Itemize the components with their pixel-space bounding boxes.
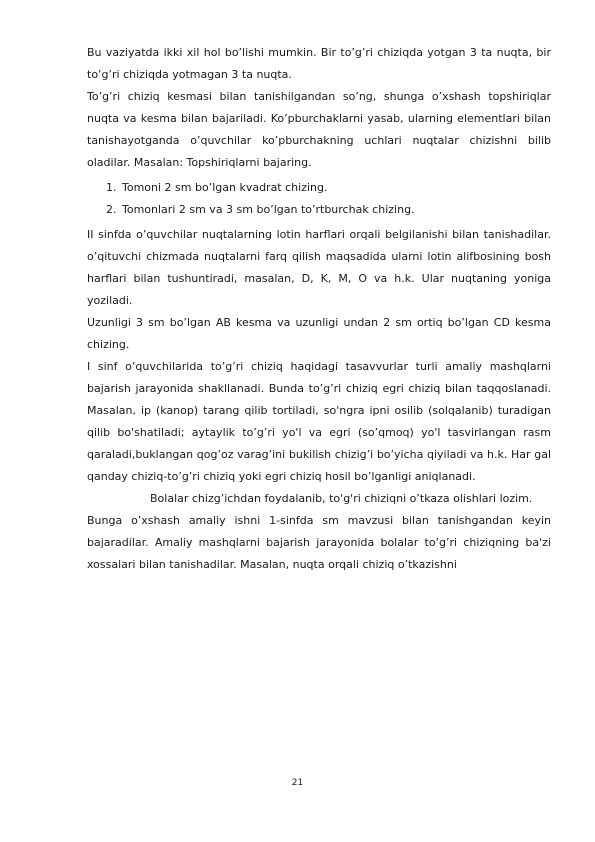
paragraph-ruler-usage: Bolalar chizg’ichdan foydalanib, to'g'ri chiziqni o’tkaza olishlari lozim.	[150, 492, 533, 505]
paragraph-points-cases: Bu vaziyatda ikki xil hol bo’lishi mumkin. Bir to’g’ri chiziqda yotgan 3 ta nuqta, bir to’g’ri chiziqda yotmagan 3 ta nuqta.	[87, 46, 551, 81]
paragraph-ab-cd-segments: Uzunligi 3 sm bo’lgan AB kesma va uzunligi undan 2 sm ortiq bo’lgan CD kesma chizing.	[87, 316, 551, 351]
paragraph-latin-letters: II sinfda o’quvchilar nuqtalarning lotin harflari orqali belgilanishi bilan tanishadilar. o’qituvchi chizmada nuqtalarni farq qilish maqsadida ularni lotin alifbosining bosh harflari bilan tushuntiradi, masalan, D, K, M, O va h.k. Ular nuqtaning yoniga yoziladi.	[87, 228, 551, 307]
page-number: 21	[291, 778, 304, 788]
paragraph-practical-work: Bunga o’xshash amaliy ishni 1-sinfda sm mavzusi bilan tanishgandan keyin bajaradilar. Amaliy mashqlarni bajarish jarayonida bolalar to’g’ri chiziqning ba'zi xossalari bilan tanishadilar. Masalan, nuqta orqali chiziq o’tkazishni	[87, 514, 551, 571]
paragraph-straight-line-ideas: I sinf o’quvchilarida to’g’ri chiziq haqidagi tasavvurlar turli amaliy mashqlarni bajarish jarayonida shakllanadi. Bunda to’g’ri chiziq egri chiziq bilan taqqoslanadi. Masalan, ip (kanop) tarang qilib tortiladi, so'ngra ipni osilib (solqalanib) turadigan qilib bo'shatiladi; aytaylik to’g’ri yo'l va egri (so’qmoq) yo'l tasvirlangan rasm qaraladi,buklangan qog’oz varag’ini bukilish chizig’i bo’yicha qiyiladi va h.k. Har gal qanday chiziq-to’g’ri chiziq yoki egri chiziq hosil bo’lganligi aniqlanadi.	[87, 360, 551, 483]
document-page	[87, 42, 551, 576]
task-item-rectangle: 2. Tomonlari 2 sm va 3 sm bo’lgan to’rtburchak chizing.	[120, 199, 551, 221]
task-item-square: 1. Tomoni 2 sm bo’lgan kvadrat chizing.	[120, 177, 551, 199]
task-list	[87, 177, 551, 221]
paragraph-segment-tasks: To’g’ri chiziq kesmasi bilan tanishilgandan so’ng, shunga o’xshash topshiriqlar nuqta va kesma bilan bajariladi. Ko’pburchaklarni yasab, ularning elementlari bilan tanishayotganda o’quvchilar ko’pburchakning uchlari nuqtalar chizishni bilib oladilar. Masalan: Topshiriqlarni bajaring.	[87, 90, 551, 169]
